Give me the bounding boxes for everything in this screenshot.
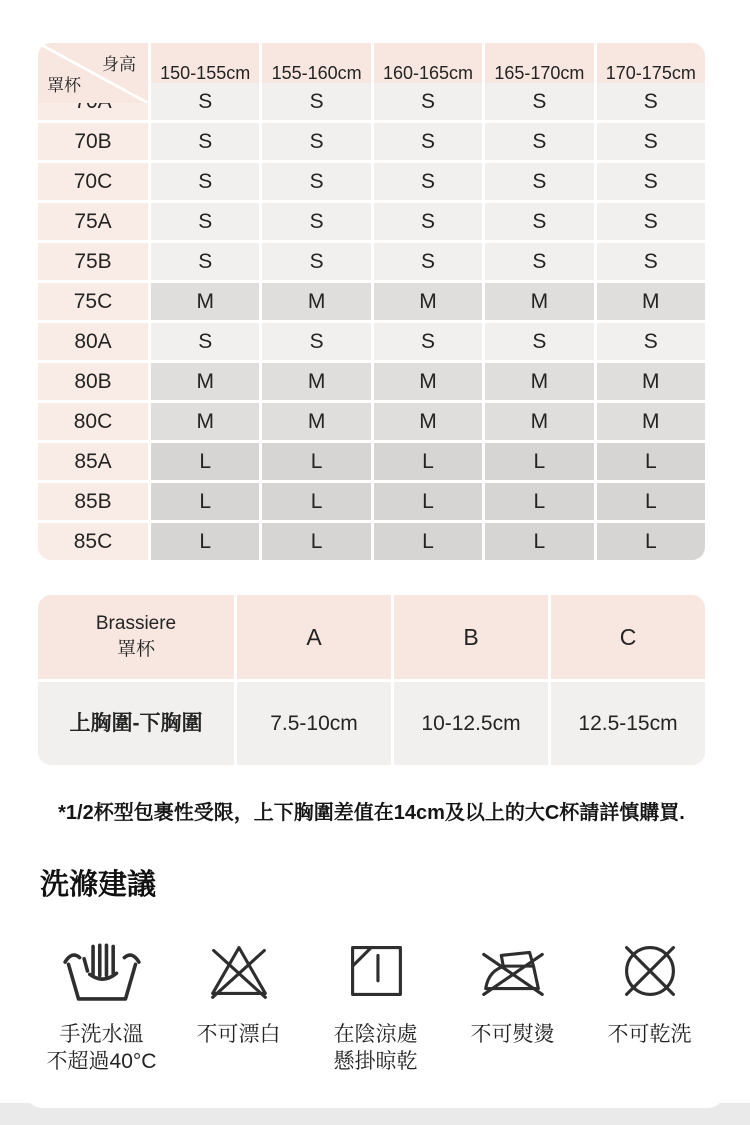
size-cell: L — [597, 483, 705, 520]
column-header-150-155: 150-155cm — [151, 43, 259, 103]
care-label: 不可漂白 — [196, 1023, 281, 1046]
size-cell: S — [597, 243, 705, 280]
column-header-160-165: 160-165cm — [374, 43, 482, 103]
size-cell: S — [262, 323, 370, 360]
size-cell: M — [374, 363, 482, 400]
care-item-shade-dry — [307, 933, 444, 1075]
size-cell: S — [374, 123, 482, 160]
row-label-75B: 75B — [38, 243, 148, 280]
size-cell: S — [262, 163, 370, 200]
column-header-170-175: 170-175cm — [597, 43, 705, 103]
size-cell: M — [485, 363, 593, 400]
cup-b-range: 10-12.5cm — [394, 682, 548, 765]
size-cell: S — [151, 243, 259, 280]
size-cell: S — [374, 203, 482, 240]
care-label: 手洗水溫 不超過40°C — [46, 1023, 157, 1073]
size-cell: M — [151, 283, 259, 320]
size-cell: L — [374, 523, 482, 560]
cup-table-corner-cell — [38, 595, 234, 679]
size-cell: L — [485, 443, 593, 480]
size-cell: S — [485, 83, 593, 120]
care-icons-row — [33, 933, 718, 1075]
cup-column-b: B — [394, 595, 548, 679]
care-item-no-dry-clean — [581, 933, 718, 1075]
row-label-75C: 75C — [38, 283, 148, 320]
size-cell: L — [262, 483, 370, 520]
size-cell: S — [151, 203, 259, 240]
size-cell: S — [151, 163, 259, 200]
size-cell: L — [374, 483, 482, 520]
size-cell: S — [151, 83, 259, 120]
size-cell: S — [597, 163, 705, 200]
care-item-hand-wash — [33, 933, 170, 1075]
size-chart-table — [38, 43, 705, 560]
row-label-85C: 85C — [38, 523, 148, 560]
size-cell: M — [262, 403, 370, 440]
size-cell: S — [374, 243, 482, 280]
corner-cup-label: 罩杯 — [47, 76, 81, 95]
size-cell: L — [151, 523, 259, 560]
column-header-155-160: 155-160cm — [262, 43, 370, 103]
size-cell: S — [597, 123, 705, 160]
size-cell: M — [374, 283, 482, 320]
row-label-75A: 75A — [38, 203, 148, 240]
size-cell: S — [262, 203, 370, 240]
size-cell: M — [151, 363, 259, 400]
size-cell: L — [151, 483, 259, 520]
row-label-80A: 80A — [38, 323, 148, 360]
cup-c-range: 12.5-15cm — [551, 682, 705, 765]
bust-diff-row-label: 上胸圍-下胸圍 — [38, 682, 234, 765]
size-cell: M — [262, 283, 370, 320]
size-cell: S — [374, 163, 482, 200]
size-cell: M — [485, 283, 593, 320]
cup-a-range: 7.5-10cm — [237, 682, 391, 765]
column-header-165-170: 165-170cm — [485, 43, 593, 103]
size-cell: S — [485, 243, 593, 280]
size-cell: M — [485, 403, 593, 440]
size-cell: S — [597, 83, 705, 120]
cup-label: 罩杯 — [116, 639, 155, 660]
size-cell: S — [485, 323, 593, 360]
row-label-85A: 85A — [38, 443, 148, 480]
size-cell: M — [597, 283, 705, 320]
no-dry-clean-icon — [611, 933, 689, 1009]
size-cell: M — [597, 403, 705, 440]
care-item-no-iron — [444, 933, 581, 1075]
no-iron-icon — [474, 933, 552, 1009]
size-cell: S — [485, 123, 593, 160]
size-cell: S — [597, 203, 705, 240]
size-cell: L — [262, 443, 370, 480]
cup-column-c: C — [551, 595, 705, 679]
row-label-70C: 70C — [38, 163, 148, 200]
no-bleach-icon — [200, 933, 278, 1009]
corner-header-cell — [38, 43, 148, 103]
care-item-no-bleach — [170, 933, 307, 1075]
care-label: 在陰涼處 懸掛晾乾 — [333, 1023, 418, 1073]
size-cell: L — [151, 443, 259, 480]
size-cell: S — [151, 123, 259, 160]
cup-column-a: A — [237, 595, 391, 679]
size-cell: S — [485, 203, 593, 240]
size-cell: S — [485, 163, 593, 200]
size-cell: S — [262, 123, 370, 160]
size-cell: S — [151, 323, 259, 360]
size-cell: M — [151, 403, 259, 440]
size-cell: S — [597, 323, 705, 360]
row-label-70B: 70B — [38, 123, 148, 160]
size-cell: S — [262, 243, 370, 280]
row-label-80B: 80B — [38, 363, 148, 400]
size-cell: S — [374, 83, 482, 120]
size-cell: M — [374, 403, 482, 440]
hand-wash-icon — [57, 933, 147, 1009]
size-cell: L — [597, 523, 705, 560]
cup-difference-table — [38, 595, 705, 765]
size-cell: S — [262, 83, 370, 120]
row-label-85B: 85B — [38, 483, 148, 520]
row-label-80C: 80C — [38, 403, 148, 440]
size-cell: M — [597, 363, 705, 400]
brassiere-label: Brassiere — [95, 613, 177, 634]
size-cell: M — [262, 363, 370, 400]
shade-dry-icon — [337, 933, 415, 1009]
care-label: 不可乾洗 — [607, 1023, 692, 1046]
size-cell: L — [262, 523, 370, 560]
care-label: 不可熨燙 — [470, 1023, 555, 1046]
size-cell: L — [597, 443, 705, 480]
washing-advice-title: 洗滌建議 — [40, 869, 157, 901]
size-cell: S — [374, 323, 482, 360]
size-cell: L — [485, 483, 593, 520]
corner-height-label: 身高 — [102, 55, 136, 74]
purchase-caution-note: *1/2杯型包裹性受限，上下胸圍差值在14cm及以上的大C杯請詳慎購買. — [58, 802, 685, 824]
size-cell: L — [374, 443, 482, 480]
size-cell: L — [485, 523, 593, 560]
size-guide-card — [26, 0, 724, 1108]
